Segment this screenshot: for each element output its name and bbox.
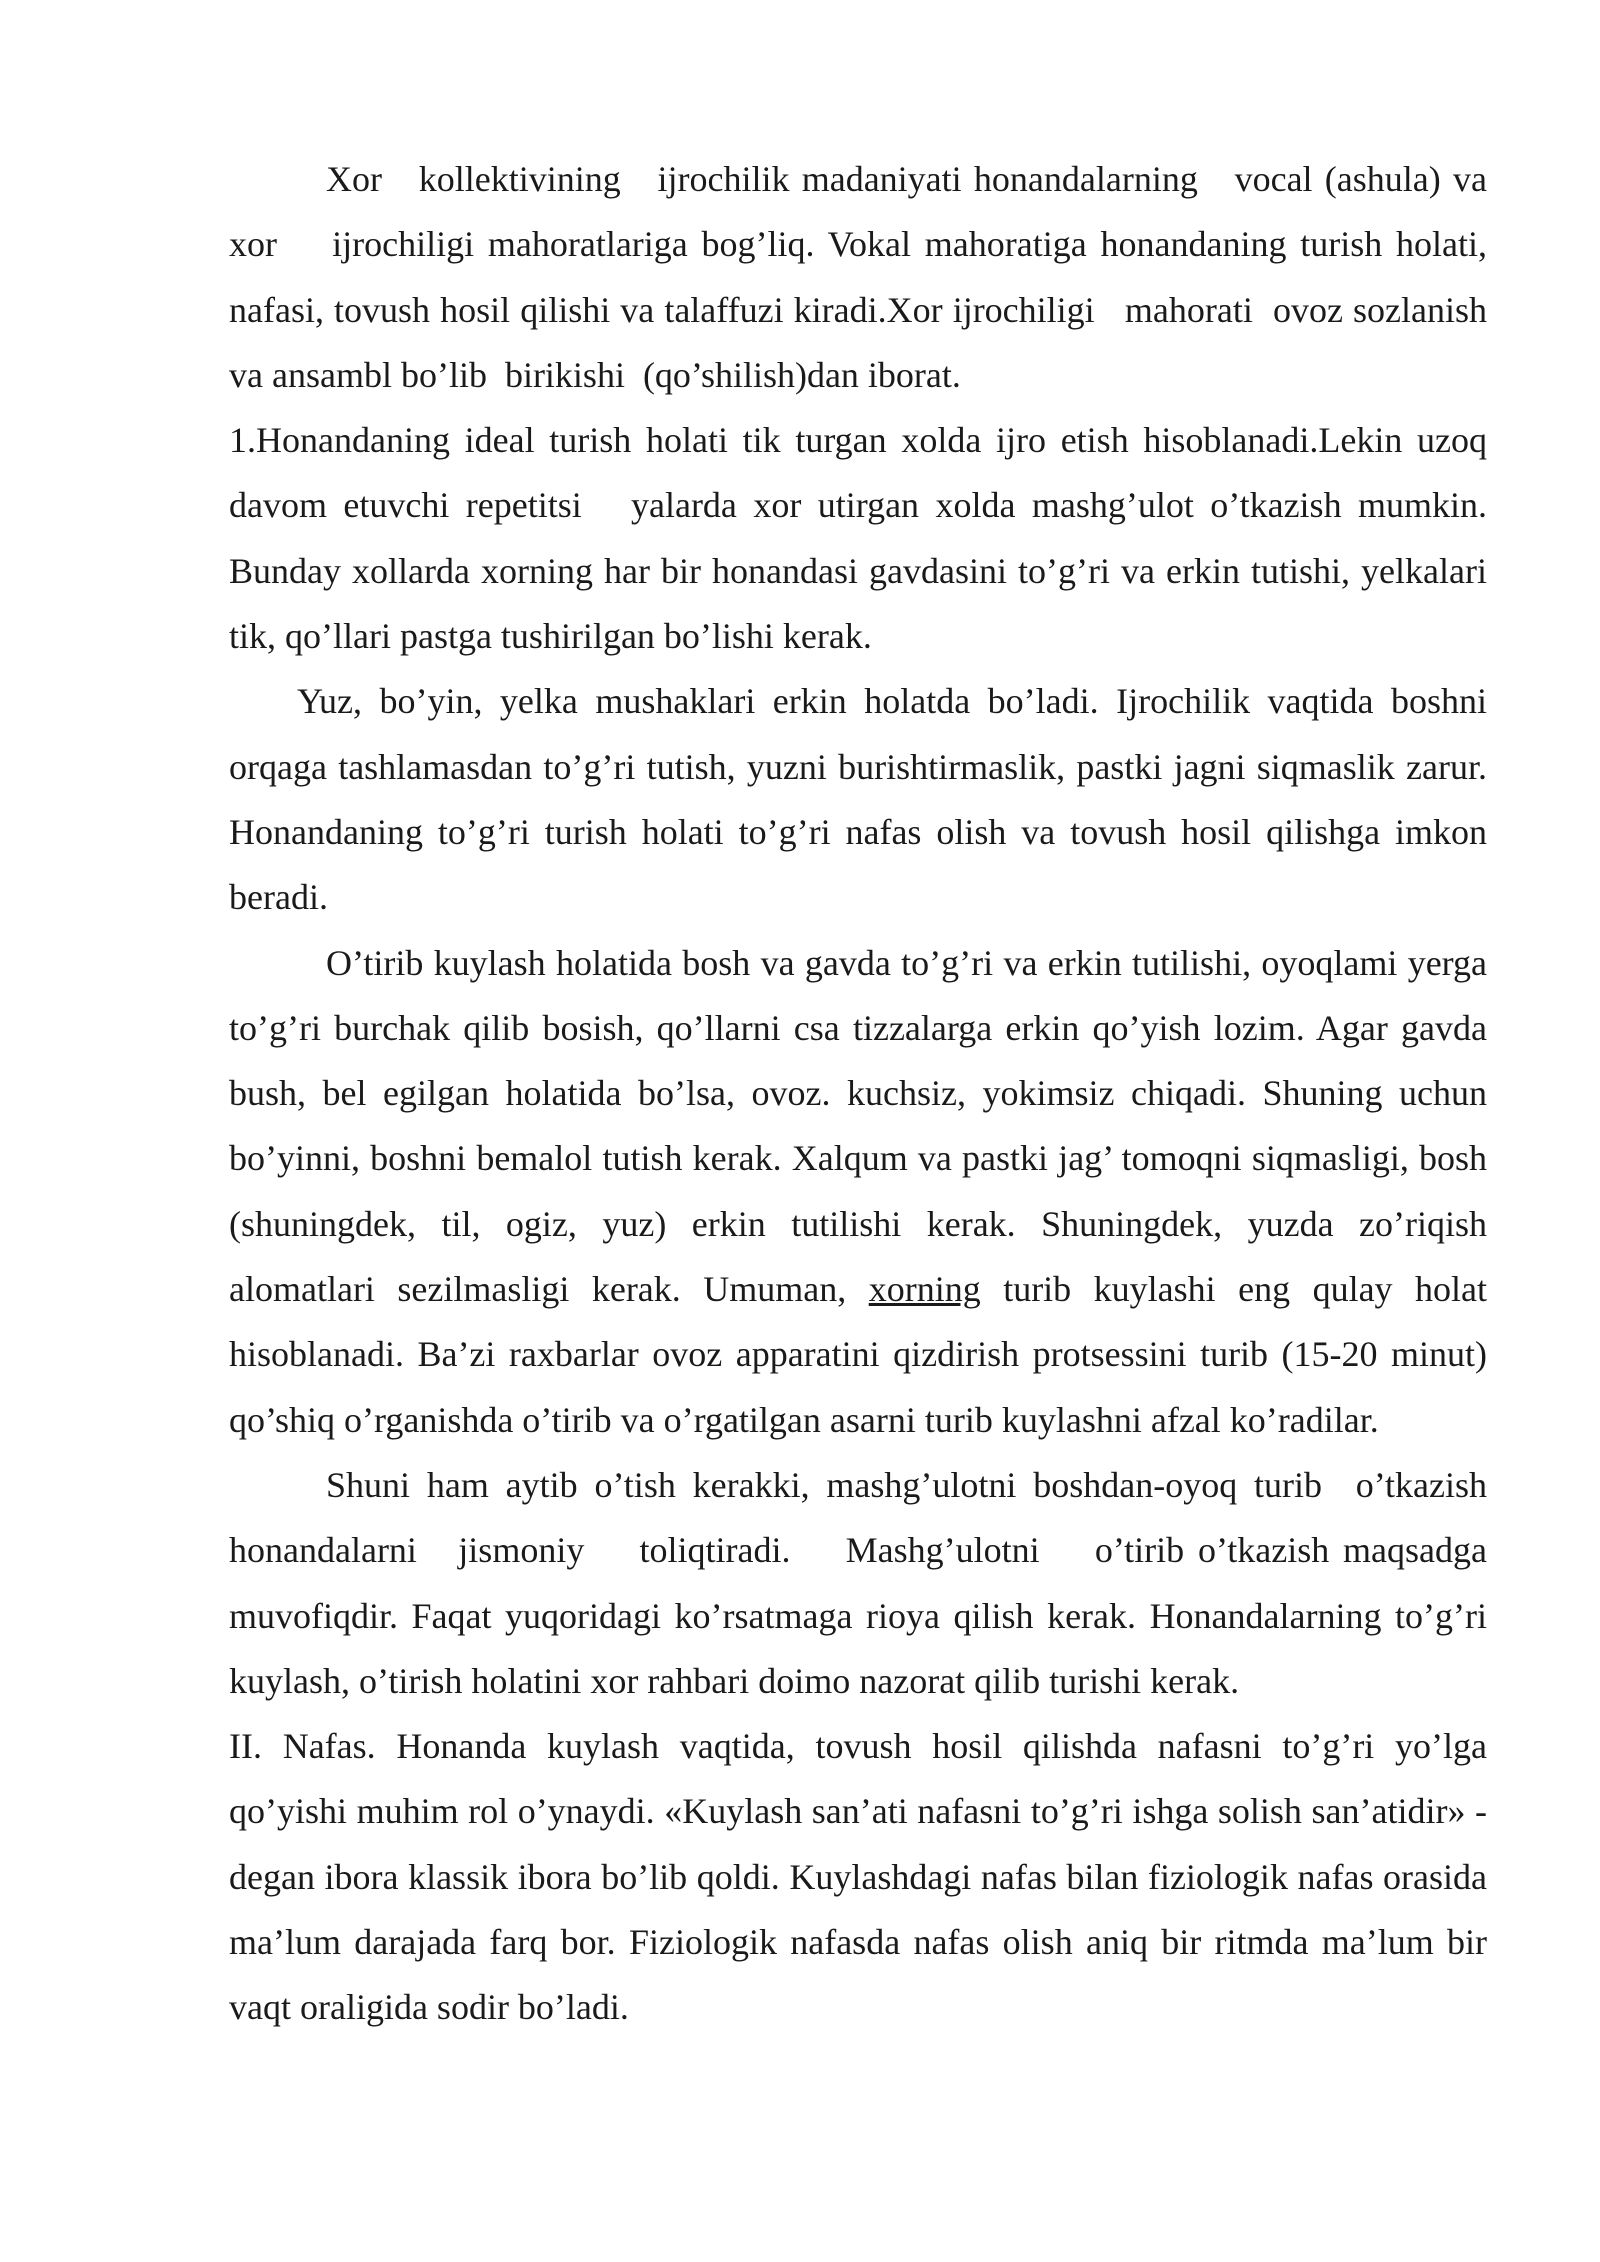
paragraph-shuni-ham: Shuni ham aytib o’tish kerakki, mashg’ulotni boshdan-oyoq turib o’tkazish honandalarni jismoniy toliqtiradi. Mashg’ulotni o’tirib o’tkazish maqsadga muvofiqdir. Faqat yuqoridagi ko’rsatmaga rioya qilish kerak. Honandalarning to’g’ri kuylash, o’tirish holatini xor rahbari doimo nazorat qilib turishi kerak.: [229, 1464, 1496, 1701]
underlined-word-xorning: xorning: [868, 1269, 981, 1310]
paragraph-xor-ijrochilik: Xor kollektivining ijrochilik madaniyati honandalarning vocal (ashula) va xor ijrochiligi mahoratlariga bog’liq. Vokal mahoratiga honandaning turish holati, nafasi, tovush hosil qilishi va talaffuzi kiradi.Xor ijrochiligi mahorati ovoz sozlanish va ansambl bo’lib birikishi (qo’shilish)dan iborat.: [229, 159, 1505, 395]
paragraph-otirib-kuylash-part1: O’tirib kuylash holatida bosh va gavda to’g’ri va erkin tutilishi, oyoqlami yerga to’g’ri burchak qilib bosish, qo’llarni csa tizzalarga erkin qo’yish lozim. Agar gavda bush, bel egilgan holatida bo’lsa, ovoz. kuchsiz, yokimsiz chiqadi. Shuning uchun bo’yinni, boshni bemalol tutish kerak. Xalqum va pastki jag’ tomoqni siqmasligi, bosh (shuningdek, til, ogiz, yuz) erkin tutilishi kerak. Shuningdek, yuzda zo’riqish alomatlari sezilmasligi kerak. Umuman,: [229, 942, 1496, 1310]
paragraph-otirib-kuylash-part2: turib kuylashi eng qulay holat hisoblanadi. Ba’zi raxbarlar ovoz apparatini qizdirish protsessini turib (15-20 minut) qo’shiq o’rganishda o’tirib va o’rgatilgan asarni turib kuylashni afzal ko’radilar.: [229, 1269, 1496, 1440]
paragraph-nafas: II. Nafas. Honanda kuylash vaqtida, tovush hosil qilishda nafasni to’g’ri yo’lga qo’yishi muhim rol o’ynaydi. «Kuylash san’ati nafasni to’g’ri ishga solish san’atidir» - degan ibora klassik ibora bo’lib qoldi. Kuylashdagi nafas bilan fiziologik nafas orasida ma’lum darajada farq bor. Fiziologik nafasda nafas olish aniq bir ritmda ma’lum bir vaqt oraligida sodir bo’ladi.: [229, 1726, 1496, 2028]
paragraph-yuz-boyin: Yuz, bo’yin, yelka mushaklari erkin holatda bo’ladi. Ijrochilik vaqtida boshni orqaga tashlamasdan to’g’ri tutish, yuzni burishtirmaslik, pastki jagni siqmaslik zarur. Honandaning to’g’ri turish holati to’g’ri nafas olish va tovush hosil qilishga imkon beradi.: [229, 681, 1496, 918]
paragraph-turish-holati: 1.Honandaning ideal turish holati tik turgan xolda ijro etish hisoblanadi.Lekin uzoq davom etuvchi repetitsi yalarda xor utirgan xolda mashg’ulot o’tkazish mumkin. Bunday xollarda xorning har bir honandasi gavdasini to’g’ri va erkin tutishi, yelkalari tik, qo’llari pastga tushirilgan bo’lishi kerak.: [229, 420, 1496, 657]
paragraph-otirib-kuylash: [229, 931, 1496, 1453]
document-body: [229, 147, 1505, 2041]
